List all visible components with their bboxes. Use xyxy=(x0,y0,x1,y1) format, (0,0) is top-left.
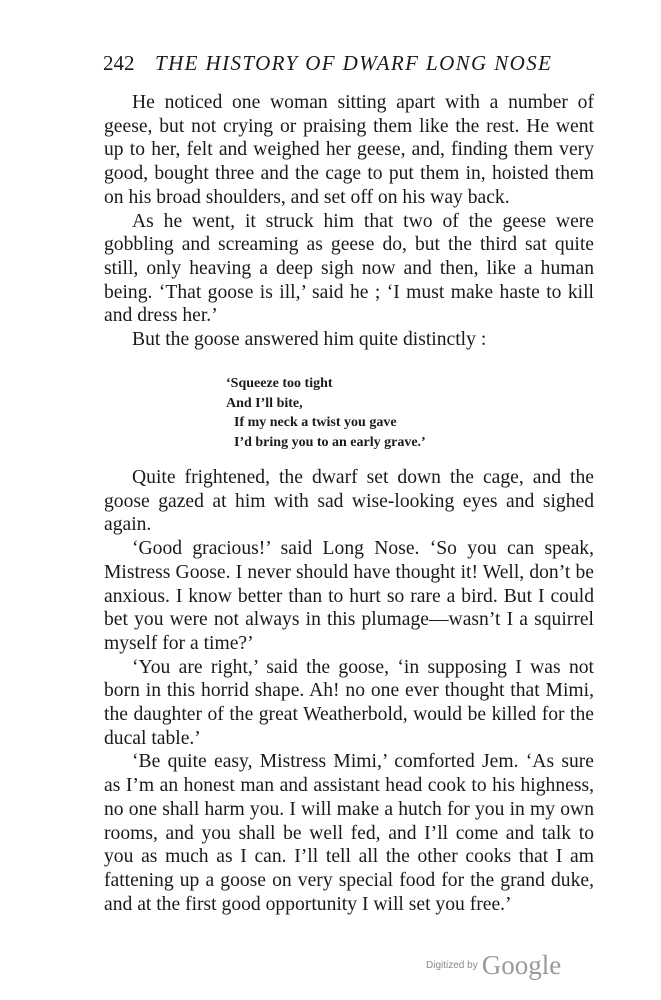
paragraph: He noticed one woman sitting apart with a number of geese, but not crying or praising them like the rest. He went up to her, felt and weighed her geese, and, finding them very good, bought three and the cage to put them in, hoisted them on his broad shoulders, and set off on his way back. xyxy=(104,92,594,208)
google-logo: Google xyxy=(481,950,562,980)
paragraph: ‘Good gracious!’ said Long Nose. ‘So you can speak, Mistress Goose. I never should have thought it! Well, don’t be anxious. I know better than to hurt so rare a bird. But I could bet you were not always in this plumage—wasn’t I a squirrel myself for a time?’ xyxy=(104,538,594,654)
paragraph: Quite frightened, the dwarf set down the cage, and the goose gazed at him with sad wise-looking eyes and sighed again. xyxy=(104,467,594,536)
page-number: 242 xyxy=(103,51,135,75)
verse-line: If my neck a twist you gave xyxy=(234,415,397,430)
verse-line: And I’ll bite, xyxy=(226,395,303,411)
paragraph: ‘Be quite easy, Mistress Mimi,’ comforted Jem. ‘As sure as I’m an honest man and assistant head cook to his highness, no one shall harm you. I will make a hutch for you in my own rooms, and you shall be well fed, and I’ll come and talk to you as much as I can. I’ll tell all the other cooks that I am fattening up a goose on very special food for the grand duke, and at the first good opportunity I will set you free.’ xyxy=(104,751,594,915)
verse-block xyxy=(226,374,426,452)
page-header xyxy=(103,48,593,78)
verse-line: ‘Squeeze too tight xyxy=(226,376,333,391)
watermark-label: Digitized by xyxy=(426,960,478,971)
digitized-watermark xyxy=(426,950,561,981)
text-block-after-verse xyxy=(104,466,594,916)
verse-line: I’d bring you to an early grave.’ xyxy=(234,434,426,450)
paragraph: ‘You are right,’ said the goose, ‘in supposing I was not born in this horrid shape. Ah! no one ever thought that Mimi, the daughter of the great Weatherbold, would be killed for the ducal table.’ xyxy=(104,656,594,749)
paragraph: As he went, it struck him that two of the geese were gobbling and screaming as geese do, but the third sat quite still, only heaving a deep sigh now and then, like a human being. ‘That goose is ill,’ said he ; ‘I must make haste to kill and dress her.’ xyxy=(104,210,594,327)
paragraph: But the goose answered him quite distinctly : xyxy=(132,329,487,351)
text-block-before-verse xyxy=(104,91,594,352)
running-title: THE HISTORY OF DWARF LONG NOSE xyxy=(155,51,553,75)
